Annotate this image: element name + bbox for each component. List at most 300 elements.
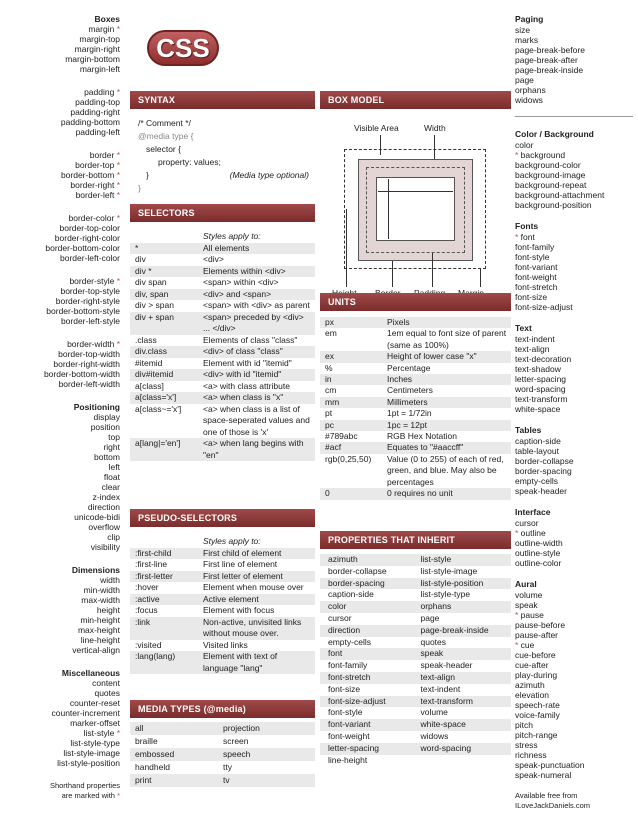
property-name: overflow (88, 522, 120, 532)
property-name: bottom (94, 452, 120, 462)
property-name: pitch-range (515, 730, 558, 740)
property-name: page-break-after (515, 55, 578, 65)
units-cell: cm (325, 385, 337, 396)
right-property-item (515, 750, 635, 760)
right-group (515, 579, 635, 780)
selectors-row (130, 358, 315, 370)
left-property-item (4, 316, 120, 326)
left-property-item (4, 452, 120, 462)
left-property-item (4, 170, 120, 180)
units-cell: Centimeters (387, 385, 433, 396)
props-cell: list-style (416, 554, 512, 566)
selectors-cell: div (135, 254, 146, 264)
property-name: border-right-style (55, 296, 120, 306)
units-row (320, 454, 511, 488)
property-name: text-shadow (515, 364, 561, 374)
left-property-item (4, 492, 120, 502)
props-cell: border-spacing (320, 578, 416, 590)
shorthand-note (4, 781, 120, 801)
left-property-item (4, 276, 120, 286)
pseudo-cell: :visited (135, 639, 162, 650)
left-property-item (4, 688, 120, 698)
left-property-item (4, 482, 120, 492)
property-name: border-left (75, 190, 115, 200)
media-title: MEDIA TYPES (@media) (130, 700, 315, 718)
right-property-item (515, 538, 635, 548)
selectors-cell: div * (130, 266, 198, 278)
left-property-item (4, 243, 120, 253)
pseudo-row (130, 559, 315, 571)
property-name: border-bottom-color (45, 243, 120, 253)
selectors-row (130, 346, 315, 358)
pseudo-cell: :first-line (135, 559, 168, 569)
props-cell: text-transform (416, 696, 512, 708)
left-property-item (4, 542, 120, 552)
syntax-panel (130, 91, 315, 201)
left-property-item (4, 190, 120, 200)
pseudo-header: Styles apply to: (203, 536, 261, 546)
left-group-title: Boxes (94, 14, 120, 24)
right-group-title: Color / Background (515, 129, 594, 139)
property-name: size (515, 25, 531, 35)
right-group-title: Interface (515, 507, 551, 517)
property-name: padding-right (70, 107, 120, 117)
property-name: speech-rate (515, 700, 560, 710)
units-cell: #789abc (325, 431, 358, 442)
right-property-item (515, 710, 635, 720)
property-name: page-break-before (515, 45, 585, 55)
media-types-panel (130, 700, 315, 787)
left-property-item (4, 422, 120, 432)
right-property-item (515, 770, 635, 780)
property-name: background (520, 150, 566, 160)
right-property-item (515, 600, 635, 610)
property-name: outline-style (515, 548, 561, 558)
units-row (320, 420, 511, 431)
left-group (4, 14, 120, 74)
shorthand-star: * (114, 213, 120, 223)
selectors-cell: <a> when class is "x" (198, 392, 315, 404)
left-property-item (4, 522, 120, 532)
property-name: margin-right (74, 44, 120, 54)
units-row (320, 374, 511, 385)
property-name: speak-punctuation (515, 760, 585, 770)
props-cell: quotes (420, 636, 447, 647)
left-property-item (4, 605, 120, 615)
selectors-cell: <span> with <div> as parent (203, 300, 310, 310)
property-name: border-width (67, 339, 115, 349)
left-property-item (4, 150, 120, 160)
right-property-item (515, 354, 635, 364)
right-group-title: Tables (515, 425, 542, 435)
props-row (320, 660, 511, 672)
property-name: cue-after (515, 660, 549, 670)
pseudo-cell: First child of element (198, 548, 315, 560)
selectors-cell: div + span (130, 312, 198, 335)
syntax-close-inner: } (146, 170, 149, 180)
property-name: top (108, 432, 120, 442)
props-cell: font-style (328, 707, 363, 718)
pseudo-cell: Element when mouse over (203, 582, 304, 592)
property-name: quotes (94, 688, 120, 698)
media-row (130, 748, 315, 761)
units-cell: 1em equal to font size of parent (same as 100%) (387, 328, 507, 350)
property-name: play-during (515, 670, 558, 680)
selectors-cell: <a> when class is a list of space-seperated values and one of those is 'x' (203, 403, 310, 437)
properties-inherit-panel (320, 531, 511, 766)
units-cell: in (320, 374, 382, 385)
right-property-item (515, 25, 635, 35)
pseudo-cell: First letter of element (198, 571, 315, 583)
props-row (320, 637, 511, 649)
left-property-item (4, 54, 120, 64)
property-name: font-size (515, 292, 548, 302)
props-cell: white-space (416, 719, 512, 731)
props-cell (416, 755, 512, 767)
property-name: white-space (515, 404, 561, 414)
right-property-item (515, 150, 635, 160)
left-property-item (4, 306, 120, 316)
paging-separator (515, 116, 633, 117)
left-group (4, 150, 120, 200)
right-property-item (515, 160, 635, 170)
right-property-item (515, 242, 635, 252)
right-property-item (515, 140, 635, 150)
props-row (320, 719, 511, 731)
selectors-cell: #itemid (135, 357, 163, 368)
media-cell: handheld (135, 762, 170, 772)
left-property-item (4, 223, 120, 233)
units-cell: mm (320, 397, 382, 408)
selectors-cell: <div> and <span> (198, 289, 315, 301)
props-cell: caption-side (328, 589, 374, 600)
props-cell: font-variant (320, 719, 416, 731)
shorthand-star: * (515, 528, 521, 538)
media-cell: print (130, 774, 218, 787)
shorthand-star: * (114, 170, 120, 180)
right-property-item (515, 292, 635, 302)
property-name: border-left-color (60, 253, 120, 263)
right-group (515, 507, 635, 568)
property-name: height (96, 605, 120, 615)
property-name: border-top (75, 160, 115, 170)
left-property-item (4, 698, 120, 708)
credit-note (515, 791, 635, 811)
props-cell: direction (320, 625, 416, 637)
shorthand-note-line-2 (4, 791, 120, 801)
selectors-cell: <span> within <div> (203, 277, 279, 287)
property-name: richness (515, 750, 547, 760)
left-property-item (4, 625, 120, 635)
shorthand-star: * (515, 610, 521, 620)
selectors-cell: <div> with id "itemid" (198, 369, 315, 381)
left-property-item (4, 127, 120, 137)
property-name: font-variant (515, 262, 558, 272)
property-name: outline-color (515, 558, 562, 568)
property-name: outline-width (515, 538, 563, 548)
property-name: background-attachment (515, 190, 605, 200)
props-row (320, 755, 511, 767)
units-panel (320, 293, 511, 500)
property-name: font-style (515, 252, 550, 262)
pseudo-cell: Active element (198, 594, 315, 606)
right-property-item (515, 45, 635, 55)
property-name: stress (515, 740, 538, 750)
property-name: background-position (515, 200, 592, 210)
props-cell: list-style-type (420, 589, 471, 600)
props-row (320, 589, 511, 601)
property-name: pause (520, 610, 544, 620)
property-name: left (108, 462, 120, 472)
units-cell: pt (325, 408, 333, 419)
property-name: volume (515, 590, 543, 600)
selectors-cell: Elements within <div> (198, 266, 315, 278)
units-cell: px (320, 317, 382, 328)
units-cell: Equates to "#aaccff" (382, 442, 511, 453)
right-property-item (515, 55, 635, 65)
shorthand-star: * (114, 791, 120, 800)
property-name: unicode-bidi (74, 512, 120, 522)
pseudo-cell: Element with focus (203, 605, 275, 615)
property-name: border-left-style (60, 316, 120, 326)
property-name: border-spacing (515, 466, 572, 476)
right-property-item (515, 302, 635, 312)
right-group (515, 129, 635, 210)
property-name: font (520, 232, 535, 242)
left-group (4, 213, 120, 263)
props-row (320, 731, 511, 743)
selectors-row (130, 438, 315, 461)
left-property-item (4, 349, 120, 359)
props-cell: empty-cells (328, 636, 371, 647)
pseudo-row (130, 594, 315, 606)
selectors-cell: <a> with class attribute (203, 380, 290, 391)
left-property-item (4, 369, 120, 379)
units-cell: em (325, 328, 337, 339)
units-cell: % (325, 362, 333, 373)
left-property-item (4, 462, 120, 472)
pseudo-cell: Non-active, unvisited links without mouse over. (198, 617, 315, 640)
selectors-row (130, 300, 315, 312)
property-name: margin-bottom (65, 54, 120, 64)
right-property-item (515, 344, 635, 354)
property-name: cue-before (515, 650, 556, 660)
pseudo-cell: :first-letter (130, 571, 198, 583)
box-model-diagram (320, 109, 511, 305)
props-title: PROPERTIES THAT INHERIT (320, 531, 511, 549)
props-row (320, 743, 511, 755)
right-property-item (515, 180, 635, 190)
right-property-item (515, 334, 635, 344)
property-name: text-decoration (515, 354, 572, 364)
syntax-comment: /* Comment */ (138, 118, 191, 128)
units-row (320, 408, 511, 419)
pseudo-cell: :first-child (130, 548, 198, 560)
props-table (320, 554, 511, 766)
selectors-row (130, 335, 315, 347)
units-cell: Millimeters (382, 397, 511, 408)
right-group-title: Aural (515, 579, 537, 589)
selectors-cell: div#itemid (130, 369, 198, 381)
selectors-header: Styles apply to: (203, 231, 261, 241)
margin-pointer (480, 269, 481, 287)
left-property-item (4, 678, 120, 688)
right-property-item (515, 650, 635, 660)
units-row (320, 363, 511, 374)
left-property-item (4, 34, 120, 44)
property-name: border-bottom-style (46, 306, 120, 316)
props-row (320, 672, 511, 684)
right-property-item (515, 548, 635, 558)
property-name: float (103, 472, 120, 482)
property-name: list-style-type (70, 738, 120, 748)
pseudo-row (130, 582, 315, 594)
property-name: list-style (83, 728, 115, 738)
units-cell: #acf (320, 442, 382, 453)
left-property-item (4, 502, 120, 512)
right-property-item (515, 630, 635, 640)
property-name: pause-before (515, 620, 566, 630)
pseudo-cell: :link (130, 617, 198, 640)
props-row (320, 554, 511, 566)
props-cell: border-collapse (328, 565, 387, 576)
selectors-row (130, 243, 315, 255)
property-name: text-indent (515, 334, 555, 344)
selectors-cell: div span (135, 277, 167, 287)
left-group (4, 402, 120, 552)
units-row (320, 328, 511, 351)
left-group (4, 668, 120, 768)
selectors-cell: Elements of class "class" (203, 334, 298, 345)
units-cell: ex (320, 351, 382, 362)
selectors-cell: a[class='x'] (130, 392, 198, 404)
right-group (515, 221, 635, 312)
left-property-item (4, 708, 120, 718)
left-group-title: Dimensions (71, 565, 120, 575)
right-property-item (515, 190, 635, 200)
media-row (130, 774, 315, 787)
right-property-item (515, 404, 635, 414)
props-cell: font (320, 648, 416, 660)
width-arrow (378, 191, 453, 192)
right-property-item (515, 590, 635, 600)
selectors-table (130, 222, 315, 461)
right-property-item (515, 232, 635, 242)
pseudo-row (130, 640, 315, 652)
left-property-item (4, 379, 120, 389)
left-property-item (4, 472, 120, 482)
property-name: cursor (515, 518, 539, 528)
left-property-item (4, 595, 120, 605)
props-row (320, 696, 511, 708)
property-name: widows (515, 95, 543, 105)
selectors-cell: a[class] (135, 380, 164, 391)
property-name: text-align (515, 344, 550, 354)
property-name: border-top-color (59, 223, 120, 233)
property-name: border-collapse (515, 456, 574, 466)
right-property-item (515, 252, 635, 262)
units-row (320, 431, 511, 442)
shorthand-note-text: are marked with (61, 791, 115, 800)
right-property-item (515, 720, 635, 730)
left-property-item (4, 442, 120, 452)
property-name: pitch (515, 720, 533, 730)
selectors-row (130, 277, 315, 289)
right-group (515, 14, 635, 105)
props-row (320, 625, 511, 637)
right-group-title: Text (515, 323, 532, 333)
property-name: list-style-image (63, 748, 120, 758)
right-property-item (515, 466, 635, 476)
property-name: counter-increment (51, 708, 120, 718)
left-property-item (4, 635, 120, 645)
right-property-item (515, 384, 635, 394)
left-group-title: Positioning (73, 402, 120, 412)
props-row (320, 613, 511, 625)
property-name: position (90, 422, 120, 432)
property-name: font-weight (515, 272, 557, 282)
property-name: margin-left (79, 64, 120, 74)
property-name: line-height (80, 635, 120, 645)
media-cell: screen (223, 736, 249, 746)
right-property-item (515, 690, 635, 700)
right-property-item (515, 760, 635, 770)
property-name: speak-header (515, 486, 567, 496)
left-property-item (4, 286, 120, 296)
selectors-row (130, 289, 315, 301)
property-name: border (89, 150, 115, 160)
left-property-item (4, 107, 120, 117)
box-model-title: BOX MODEL (320, 91, 511, 109)
property-name: max-width (81, 595, 120, 605)
left-property-item (4, 718, 120, 728)
left-property-item (4, 728, 120, 738)
property-name: elevation (515, 690, 550, 700)
left-property-item (4, 233, 120, 243)
props-cell: widows (420, 730, 449, 741)
shorthand-note-line-1: Shorthand properties (49, 781, 120, 790)
units-cell: 1pt = 1/72in (387, 408, 432, 419)
width-label: Width (424, 123, 446, 133)
units-cell: Value (0 to 255) of each of red, green, and blue. May also be percentages (387, 453, 504, 487)
property-name: font-family (515, 242, 555, 252)
props-cell: page-break-inside (416, 625, 512, 637)
right-property-item (515, 95, 635, 105)
units-cell: Inches (382, 374, 511, 385)
right-property-item (515, 85, 635, 95)
property-name: padding-top (75, 97, 120, 107)
props-cell: font-stretch (320, 672, 416, 684)
left-property-item (4, 253, 120, 263)
pseudo-cell: :focus (135, 605, 158, 615)
props-cell: font-weight (328, 730, 370, 741)
pseudo-cell: Visited links (203, 639, 248, 650)
property-name: border-bottom (60, 170, 115, 180)
props-cell: letter-spacing (320, 743, 416, 755)
props-cell: text-align (416, 672, 512, 684)
property-name: speak (515, 600, 538, 610)
right-property-item (515, 75, 635, 85)
left-property-item (4, 532, 120, 542)
selectors-row (130, 266, 315, 278)
property-name: orphans (515, 85, 546, 95)
units-table (320, 317, 511, 500)
selectors-row (130, 404, 315, 439)
property-name: z-index (92, 492, 120, 502)
units-cell: rgb(0,25,50) (325, 453, 372, 464)
left-property-item (4, 339, 120, 349)
selectors-cell: a[class~='x'] (135, 403, 182, 414)
